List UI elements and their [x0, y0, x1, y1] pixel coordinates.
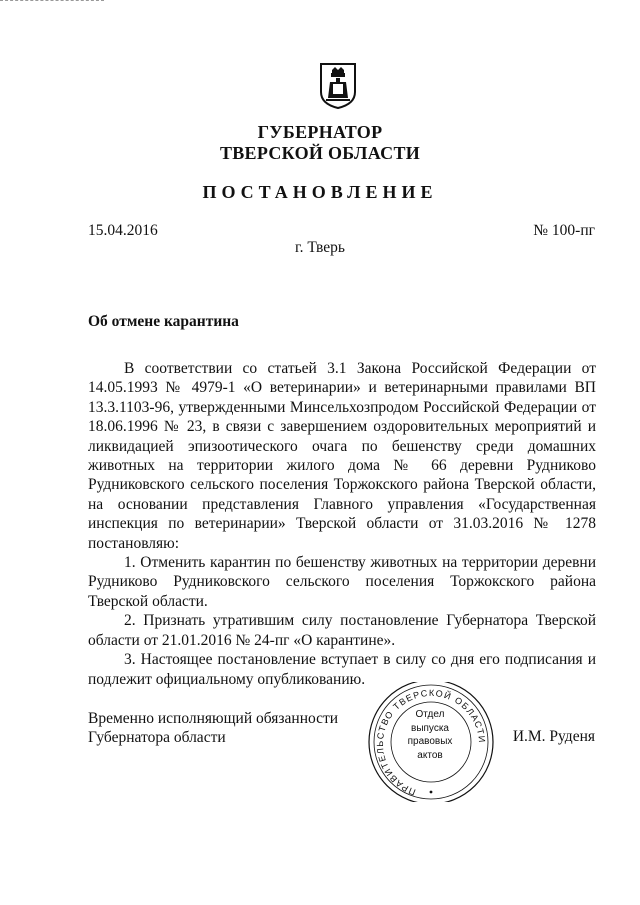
document-city: г. Тверь [295, 239, 345, 256]
signatory-position-line-1: Временно исполняющий обязанности [88, 710, 339, 727]
signatory-position-line-2: Губернатора области [88, 729, 226, 746]
stamp-inner-text: Отдел выпуска правовых актов [407, 709, 453, 761]
top-dashed-rule [0, 0, 104, 1]
document-type: ПОСТАНОВЛЕНИЕ [202, 182, 438, 202]
stamp-ring-text: ПРАВИТЕЛЬСТВО ТВЕРСКОЙ ОБЛАСТИ [374, 687, 488, 798]
authority-line-2: ТВЕРСКОЙ ОБЛАСТИ [219, 143, 421, 163]
document-subject: Об отмене карантина [88, 313, 239, 330]
body-item-2: 2. Признать утратившим силу постановление Губернатора Тверской области от 21.01.2016 № 24-пг «О карантине». [88, 612, 596, 649]
signatory-position [88, 709, 338, 747]
authority-line-1: ГУБЕРНАТОР [257, 122, 383, 142]
body-item-1: 1. Отменить карантин по бешенству животных на территории деревни Рудниково Рудниковского сельского поселения Торжокского района Тверской области. [88, 554, 596, 610]
tver-coat-of-arms-icon [319, 62, 357, 110]
body-intro-paragraph: В соответствии со статьей 3.1 Закона Российской Федерации от 14.05.1993 № 4979-1 «О ветеринарии» и ветеринарными правилами ВП 13.3.1103-96, утвержденными Минсельхозпродом Российской Федерации от 18.06.1996 № 23, в связи с завершением оздоровительных мероприятий и ликвидацией эпизоотического очага по бешенству среди домашних животных на территории жилого дома № 66 деревни Рудниково Рудниковского сельского поселения Торжокского района Тверской области, на основании представления Главного управления «Государственная инспекция по ветеринарии» Тверской области от 31.03.2016 № 1278 постановляю: [88, 360, 596, 552]
document-number: № 100-пг [533, 222, 595, 239]
document-date: 15.04.2016 [88, 222, 158, 239]
document-body [88, 359, 596, 689]
body-item-3: 3. Настоящее постановление вступает в силу со дня его подписания и подлежит официальному опубликованию. [88, 651, 596, 688]
signatory-name: И.М. Руденя [512, 728, 595, 745]
